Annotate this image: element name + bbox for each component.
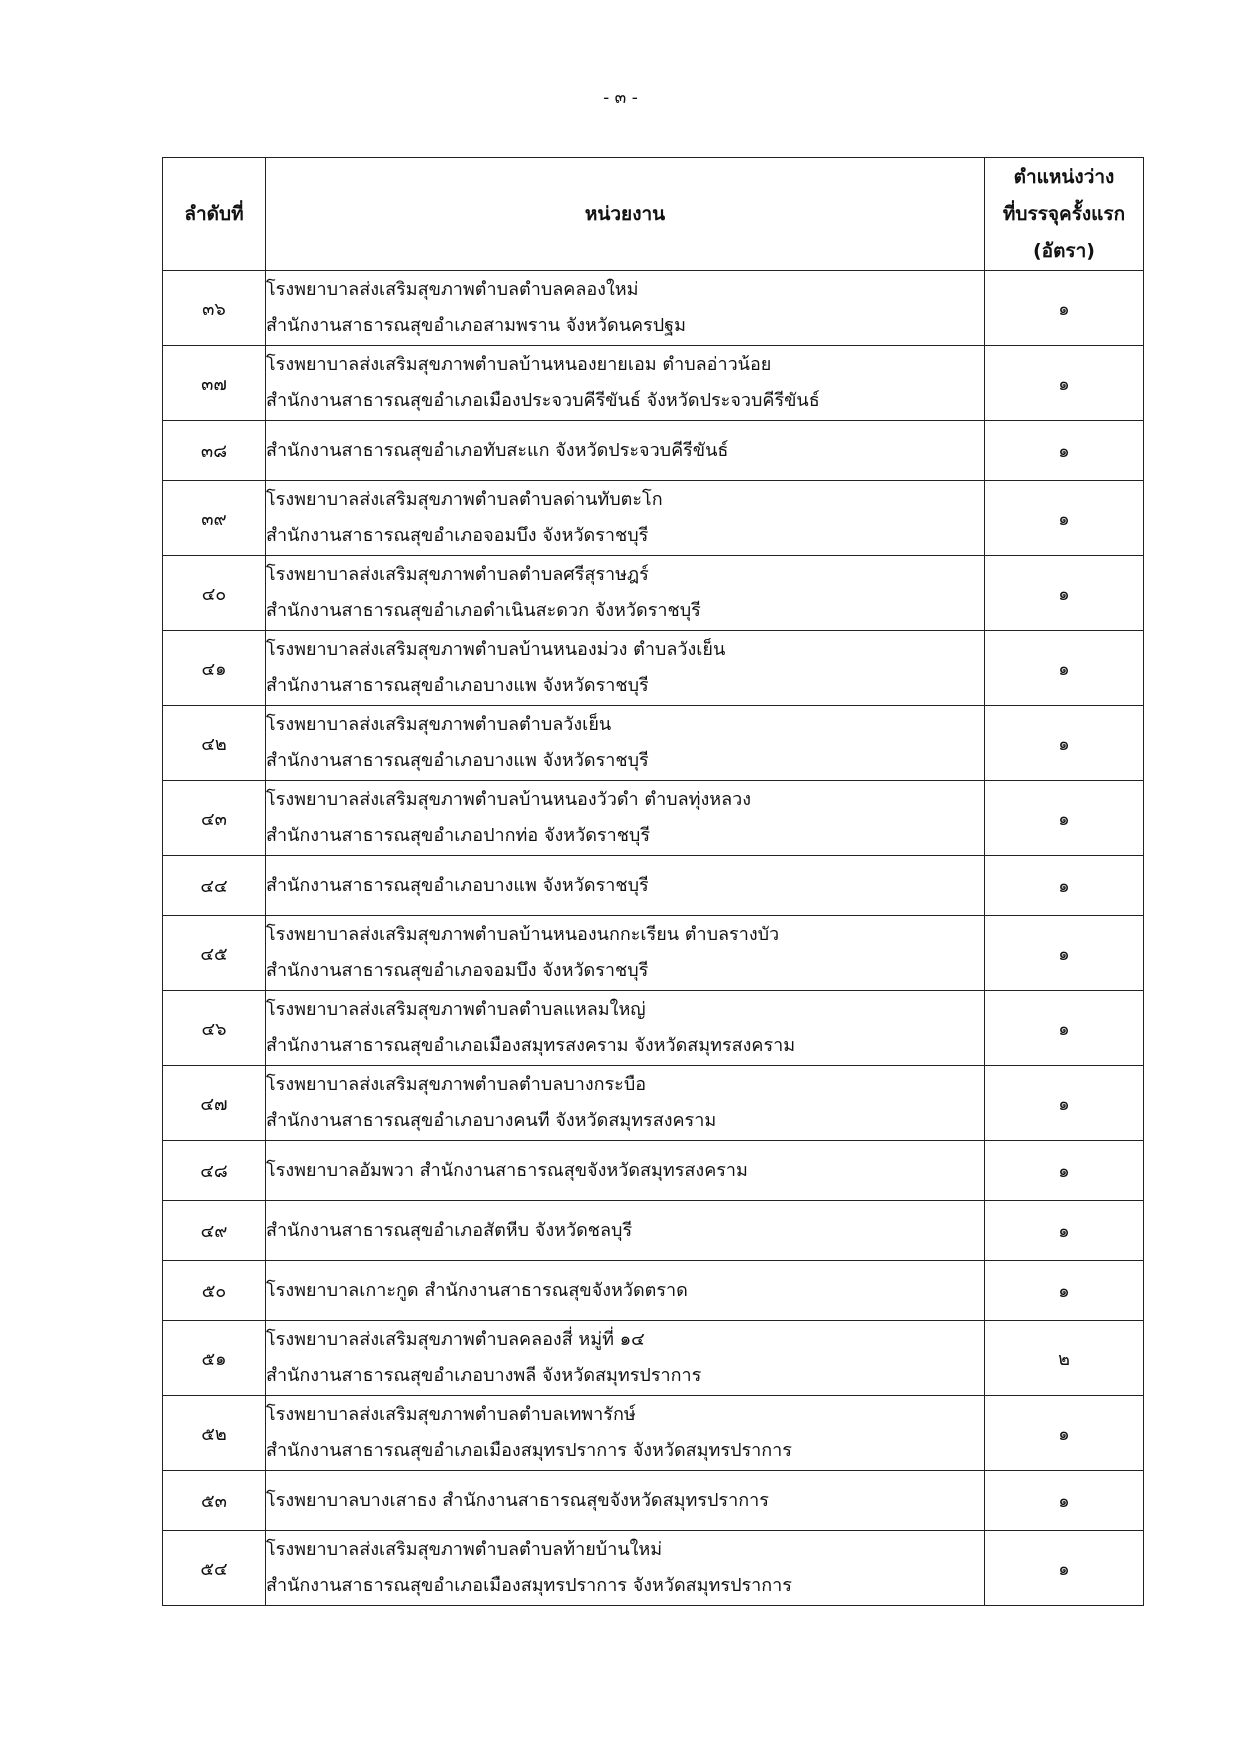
- row-vacancy-count: ๑: [985, 556, 1144, 631]
- row-unit: [266, 1531, 985, 1606]
- page-number: - ๓ -: [603, 88, 638, 108]
- row-number: ๔๖: [163, 991, 266, 1066]
- table-row: [163, 1531, 1144, 1606]
- header-vacancy-line: (อัตรา): [1033, 239, 1095, 262]
- row-number: ๕๑: [163, 1321, 266, 1396]
- row-number: ๓๘: [163, 421, 266, 481]
- row-number: ๕๐: [163, 1261, 266, 1321]
- table-row: [163, 1471, 1144, 1531]
- row-number: ๕๒: [163, 1396, 266, 1471]
- unit-line: โรงพยาบาลส่งเสริมสุขภาพตำบลตำบลวังเย็น: [266, 714, 612, 735]
- unit-line: สำนักงานสาธารณสุขอำเภอปากท่อ จังหวัดราชบุรี: [266, 825, 651, 846]
- row-number: ๓๙: [163, 481, 266, 556]
- unit-line: สำนักงานสาธารณสุขอำเภอเมืองสมุทรปราการ จังหวัดสมุทรปราการ: [266, 1440, 792, 1461]
- row-vacancy-count: ๑: [985, 481, 1144, 556]
- row-number: ๔๕: [163, 916, 266, 991]
- row-number: ๔๔: [163, 856, 266, 916]
- unit-line: สำนักงานสาธารณสุขอำเภอดำเนินสะดวก จังหวัดราชบุรี: [266, 600, 701, 621]
- header-vacancy-line: ตำแหน่งว่าง: [1013, 165, 1115, 188]
- unit-line: สำนักงานสาธารณสุขอำเภอบางพลี จังหวัดสมุทรปราการ: [266, 1365, 702, 1386]
- vacancy-table: [162, 157, 1144, 1606]
- row-vacancy-count: ๑: [985, 781, 1144, 856]
- row-unit: [266, 556, 985, 631]
- table-row: [163, 1261, 1144, 1321]
- row-unit: [266, 1321, 985, 1396]
- row-unit: [266, 1201, 985, 1261]
- row-unit: [266, 991, 985, 1066]
- header-unit: หน่วยงาน: [266, 158, 985, 271]
- unit-line: สำนักงานสาธารณสุขอำเภอบางคนที จังหวัดสมุทรสงคราม: [266, 1110, 717, 1131]
- row-vacancy-count: ๑: [985, 346, 1144, 421]
- row-vacancy-count: ๑: [985, 1201, 1144, 1261]
- unit-line: สำนักงานสาธารณสุขอำเภอเมืองประจวบคีรีขันธ์ จังหวัดประจวบคีรีขันธ์: [266, 390, 820, 411]
- row-number: ๔๐: [163, 556, 266, 631]
- unit-line: สำนักงานสาธารณสุขอำเภอจอมบึง จังหวัดราชบุรี: [266, 960, 649, 981]
- unit-line: โรงพยาบาลส่งเสริมสุขภาพตำบลตำบลท้ายบ้านใหม่: [266, 1539, 663, 1560]
- row-unit: [266, 781, 985, 856]
- unit-line: โรงพยาบาลส่งเสริมสุขภาพตำบลคลองสี่ หมู่ที่ ๑๔: [266, 1329, 645, 1350]
- row-number: ๕๓: [163, 1471, 266, 1531]
- row-number: ๕๔: [163, 1531, 266, 1606]
- row-unit: [266, 1066, 985, 1141]
- unit-line: โรงพยาบาลส่งเสริมสุขภาพตำบลตำบลแหลมใหญ่: [266, 999, 646, 1020]
- row-number: ๔๘: [163, 1141, 266, 1201]
- row-vacancy-count: ๑: [985, 1066, 1144, 1141]
- table-row: [163, 1396, 1144, 1471]
- unit-line: โรงพยาบาลส่งเสริมสุขภาพตำบลตำบลคลองใหม่: [266, 279, 639, 300]
- unit-line: สำนักงานสาธารณสุขอำเภอบางแพ จังหวัดราชบุรี: [266, 675, 649, 696]
- unit-line: โรงพยาบาลบางเสาธง สำนักงานสาธารณสุขจังหวัดสมุทรปราการ: [266, 1489, 769, 1511]
- row-vacancy-count: ๒: [985, 1321, 1144, 1396]
- row-vacancy-count: ๑: [985, 631, 1144, 706]
- table-row: [163, 271, 1144, 346]
- row-vacancy-count: ๑: [985, 856, 1144, 916]
- unit-line: โรงพยาบาลส่งเสริมสุขภาพตำบลบ้านหนองม่วง ตำบลวังเย็น: [266, 639, 726, 660]
- unit-line: สำนักงานสาธารณสุขอำเภอสามพราน จังหวัดนครปฐม: [266, 315, 686, 336]
- table-row: [163, 556, 1144, 631]
- unit-line: สำนักงานสาธารณสุขอำเภอสัตหีบ จังหวัดชลบุรี: [266, 1219, 633, 1241]
- unit-line: โรงพยาบาลส่งเสริมสุขภาพตำบลบ้านหนองวัวดำ ตำบลทุ่งหลวง: [266, 789, 752, 810]
- row-number: ๔๒: [163, 706, 266, 781]
- unit-line: โรงพยาบาลส่งเสริมสุขภาพตำบลตำบลบางกระบือ: [266, 1074, 647, 1095]
- row-unit: [266, 1471, 985, 1531]
- unit-line: โรงพยาบาลส่งเสริมสุขภาพตำบลตำบลศรีสุราษฎร์: [266, 564, 649, 585]
- header-number: ลำดับที่: [163, 158, 266, 271]
- table-row: [163, 1066, 1144, 1141]
- row-unit: [266, 481, 985, 556]
- table-row: [163, 421, 1144, 481]
- row-unit: [266, 916, 985, 991]
- row-number: ๔๗: [163, 1066, 266, 1141]
- unit-line: โรงพยาบาลส่งเสริมสุขภาพตำบลตำบลด่านทับตะโก: [266, 489, 663, 510]
- unit-line: โรงพยาบาลส่งเสริมสุขภาพตำบลตำบลเทพารักษ์: [266, 1404, 636, 1425]
- row-unit: [266, 1396, 985, 1471]
- row-vacancy-count: ๑: [985, 1531, 1144, 1606]
- unit-line: โรงพยาบาลอัมพวา สำนักงานสาธารณสุขจังหวัดสมุทรสงคราม: [266, 1159, 748, 1181]
- table-row: [163, 916, 1144, 991]
- table-row: [163, 856, 1144, 916]
- row-vacancy-count: ๑: [985, 271, 1144, 346]
- row-number: ๔๓: [163, 781, 266, 856]
- unit-line: โรงพยาบาลส่งเสริมสุขภาพตำบลบ้านหนองนกกะเรียน ตำบลรางบัว: [266, 924, 780, 945]
- row-unit: [266, 421, 985, 481]
- unit-line: สำนักงานสาธารณสุขอำเภอบางแพ จังหวัดราชบุรี: [266, 874, 649, 896]
- row-vacancy-count: ๑: [985, 706, 1144, 781]
- table-row: [163, 1141, 1144, 1201]
- table-row: [163, 631, 1144, 706]
- row-vacancy-count: ๑: [985, 1471, 1144, 1531]
- header-vacancy: [985, 158, 1144, 271]
- unit-line: สำนักงานสาธารณสุขอำเภอเมืองสมุทรปราการ จังหวัดสมุทรปราการ: [266, 1575, 792, 1596]
- row-unit: [266, 631, 985, 706]
- unit-line: สำนักงานสาธารณสุขอำเภอจอมบึง จังหวัดราชบุรี: [266, 525, 649, 546]
- table-row: [163, 481, 1144, 556]
- row-unit: [266, 271, 985, 346]
- row-number: ๓๖: [163, 271, 266, 346]
- row-unit: [266, 856, 985, 916]
- header-vacancy-line: ที่บรรจุครั้งแรก: [1002, 202, 1126, 225]
- table-row: [163, 706, 1144, 781]
- row-number: ๓๗: [163, 346, 266, 421]
- table-row: [163, 991, 1144, 1066]
- table-row: [163, 1201, 1144, 1261]
- row-vacancy-count: ๑: [985, 1396, 1144, 1471]
- row-number: ๔๑: [163, 631, 266, 706]
- row-vacancy-count: ๑: [985, 916, 1144, 991]
- table-row: [163, 1321, 1144, 1396]
- row-unit: [266, 1261, 985, 1321]
- row-vacancy-count: ๑: [985, 421, 1144, 481]
- table-row: [163, 781, 1144, 856]
- unit-line: สำนักงานสาธารณสุขอำเภอบางแพ จังหวัดราชบุรี: [266, 750, 649, 771]
- row-number: ๔๙: [163, 1201, 266, 1261]
- unit-line: โรงพยาบาลเกาะกูด สำนักงานสาธารณสุขจังหวัดตราด: [266, 1279, 688, 1301]
- row-vacancy-count: ๑: [985, 1141, 1144, 1201]
- unit-line: สำนักงานสาธารณสุขอำเภอทับสะแก จังหวัดประจวบคีรีขันธ์: [266, 439, 729, 461]
- row-unit: [266, 346, 985, 421]
- unit-line: โรงพยาบาลส่งเสริมสุขภาพตำบลบ้านหนองยายเอม ตำบลอ่าวน้อย: [266, 354, 772, 375]
- unit-line: สำนักงานสาธารณสุขอำเภอเมืองสมุทรสงคราม จังหวัดสมุทรสงคราม: [266, 1035, 796, 1056]
- row-vacancy-count: ๑: [985, 991, 1144, 1066]
- table-header-row: [163, 158, 1144, 271]
- row-unit: [266, 1141, 985, 1201]
- row-vacancy-count: ๑: [985, 1261, 1144, 1321]
- row-unit: [266, 706, 985, 781]
- table-row: [163, 346, 1144, 421]
